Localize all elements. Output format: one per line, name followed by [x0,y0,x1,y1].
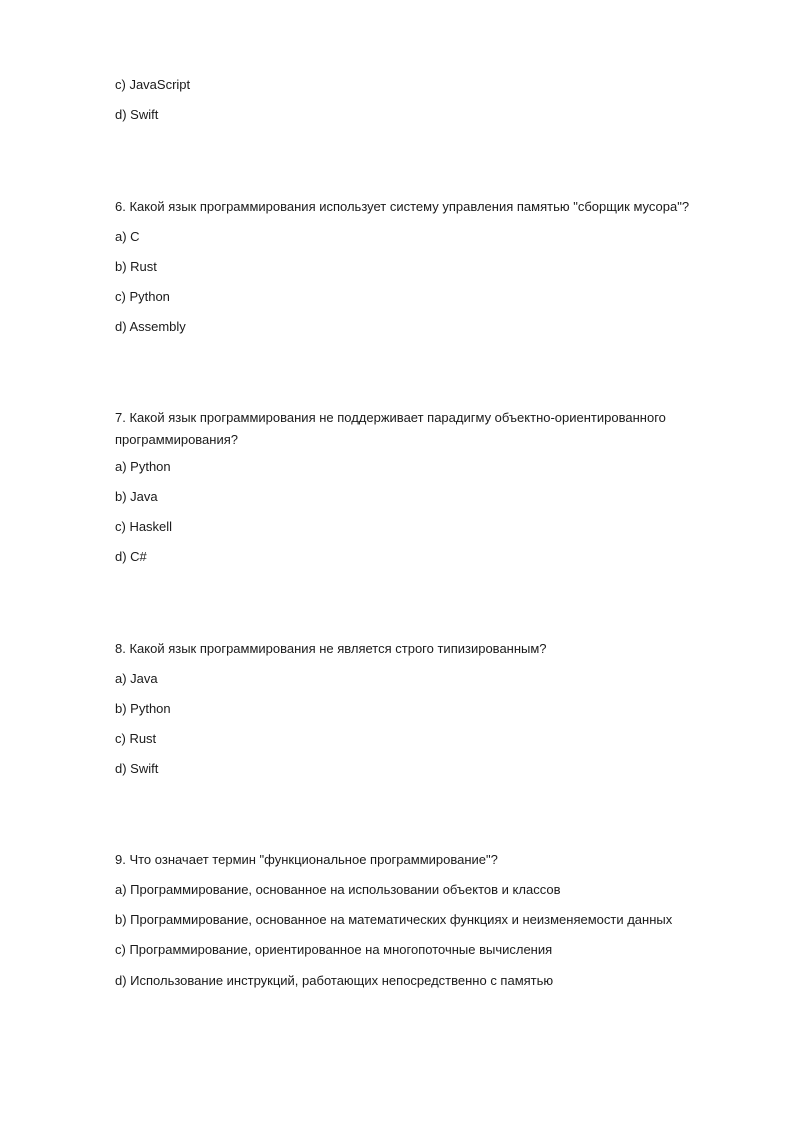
option-c: c) Программирование, ориентированное на многопоточные вычисления [115,942,553,957]
question-8: 8. Какой язык программирования не является строго типизированным? [115,641,547,656]
option-c: c) Rust [115,731,157,746]
option-a: a) Python [115,459,171,474]
option-d: d) Использование инструкций, работающих непосредственно с памятью [115,973,554,988]
option-d: d) Swift [115,761,159,776]
question-6: 6. Какой язык программирования использует систему управления памятью "сборщик мусора"? [115,199,690,214]
option-b: b) Java [115,489,158,504]
option-c: c) Python [115,289,170,304]
document-page [115,0,715,1131]
option-a: a) C [115,229,140,244]
option-c: c) Haskell [115,519,173,534]
option-d: d) C# [115,549,147,564]
option-d: d) Assembly [115,319,186,334]
option-b: b) Rust [115,259,157,274]
question-9: 9. Что означает термин "функциональное программирование"? [115,852,498,867]
option-b: b) Программирование, основанное на математических функциях и неизменяемости данных [115,912,673,927]
option-c: c) JavaScript [115,77,191,92]
option-a: a) Java [115,671,158,686]
option-d: d) Swift [115,107,159,122]
question-7: 7. Какой язык программирования не поддерживает парадигму объектно-ориентированного программирования? [115,410,666,447]
option-b: b) Python [115,701,171,716]
option-a: a) Программирование, основанное на использовании объектов и классов [115,882,561,897]
